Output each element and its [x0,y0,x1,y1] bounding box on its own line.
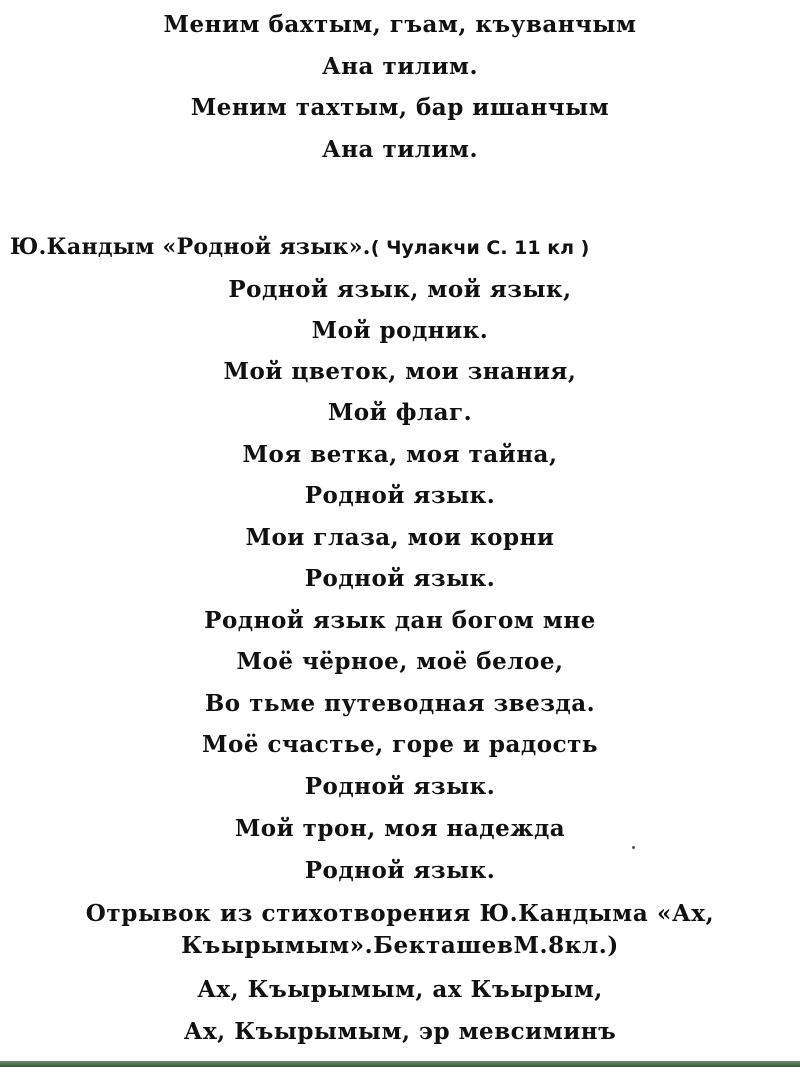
poem-line-6: Родной язык. [304,482,496,509]
stanza-line-1: Меним бахтым, гъам, къуванчым [163,11,637,38]
poem-line-4: Мой флаг. [327,399,473,426]
poem-title: Ю.Кандым «Родной язык». [10,234,371,260]
stanza-line-3: Меним тахтым, бар ишанчым [190,94,610,121]
stanza-line-4: Ана тилим. [321,136,479,163]
poem-line-8: Родной язык. [304,565,496,592]
poem-line-5: Моя ветка, моя тайна, [242,441,558,468]
excerpt-line-1: Ах, Къырымым, ах Къырым, [197,976,603,1003]
excerpt-heading-line-2: Къырымым».БекташевМ.8кл.) [181,932,619,959]
poem-author-note: ( Чулакчи С. 11 кл ) [370,237,590,259]
scan-speck [632,846,635,849]
poem-line-10: Моё чёрное, моё белое, [236,648,564,675]
stanza-line-2: Ана тилим. [321,53,479,80]
poem-line-1: Родной язык, мой язык, [228,276,572,303]
poem-line-2: Мой родник. [311,317,489,344]
poem-line-13: Родной язык. [304,773,496,800]
poem-line-14: Мой трон, моя надежда [234,815,566,842]
bottom-border [0,1061,800,1067]
poem-line-9: Родной язык дан богом мне [204,607,596,634]
poem-line-3: Мой цветок, мои знания, [223,358,577,385]
poem-line-7: Мои глаза, мои корни [245,524,555,551]
poem-line-12: Моё счастье, горе и радость [202,731,598,758]
poem-line-15: Родной язык. [304,857,496,884]
poem-heading [10,232,589,264]
excerpt-line-2: Ах, Къырымым, эр мевсиминъ [183,1018,617,1045]
excerpt-heading-line-1: Отрывок из стихотворения Ю.Кандыма «Ах, [85,900,715,927]
poem-line-11: Во тьме путеводная звезда. [204,690,596,717]
